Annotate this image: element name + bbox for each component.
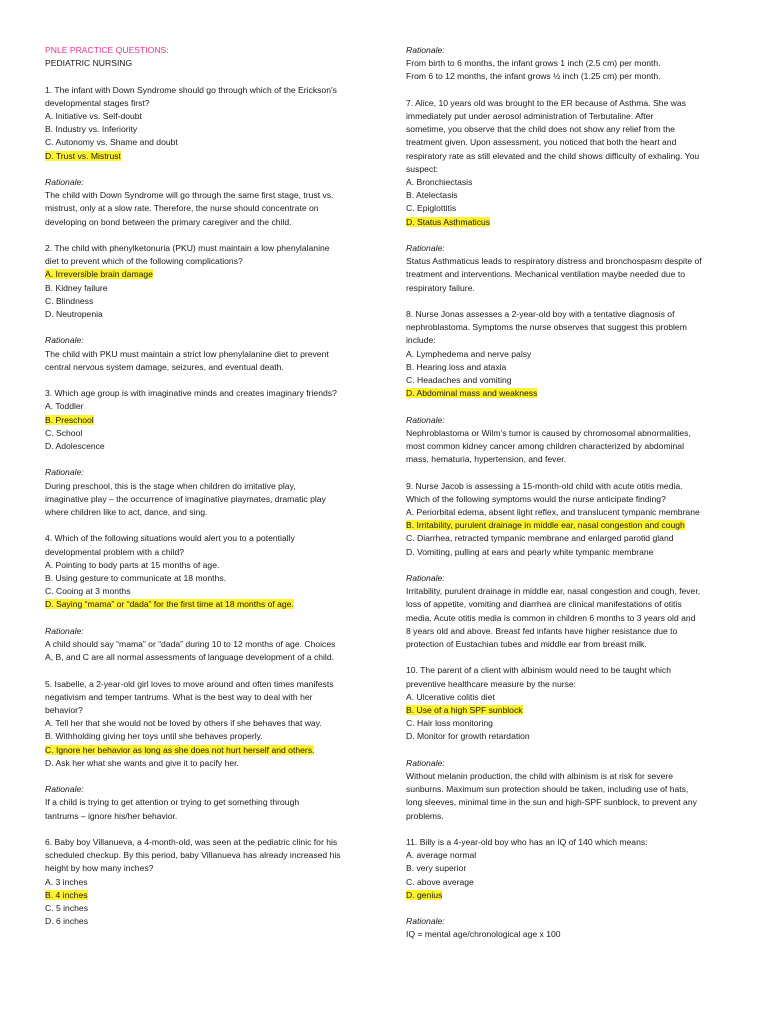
answer-option: C. Diarrhea, retracted tympanic membrane and enlarged parotid gland [406, 533, 674, 544]
question-text: preventive healthcare measure by the nurse: [406, 678, 577, 689]
rationale-block [406, 757, 728, 823]
question-text: 8. Nurse Jonas assesses a 2-year-old boy with a tentative diagnosis of [406, 309, 675, 320]
rationale-block [45, 783, 370, 823]
rationale-text: Irritability, purulent drainage in middle ear, nasal congestion and cough, fever, [406, 586, 701, 597]
answer-option: A. Toddler [45, 401, 84, 412]
question-block [406, 308, 728, 400]
answer-option: D. Vomiting, pulling at ears and pearly white tympanic membrane [406, 546, 654, 557]
question-block [406, 97, 728, 229]
answer-option: C. Autonomy vs. Shame and doubt [45, 137, 178, 148]
question-text: 6. Baby boy Villanueva, a 4-month-old, was seen at the pediatric clinic for his [45, 837, 338, 848]
question-block [406, 836, 728, 902]
question-text: sometime, you observe that the child does not show any relief from the [406, 124, 675, 135]
rationale-text: Without melanin production, the child with albinism is at risk for severe [406, 771, 673, 782]
answer-option: C. Blindness [45, 295, 94, 306]
answer-option: A. Initiative vs. Self-doubt [45, 111, 142, 121]
answer-option: D. Monitor for growth retardation [406, 731, 530, 742]
answer-option-highlighted: D. genius [406, 889, 443, 900]
answer-option-highlighted: D. Status Asthmaticus [406, 216, 491, 227]
rationale-block [406, 915, 728, 941]
answer-option: C. Hair loss monitoring [406, 718, 493, 729]
rationale-block [406, 44, 728, 84]
question-text: diet to prevent which of the following complications? [45, 256, 243, 267]
answer-option: B. Withholding giving her toys until she behaves properly. [45, 731, 263, 742]
rationale-text: media. Acute otitis media is common in children 6 months to 3 years old and [406, 612, 696, 623]
answer-option: D. Adolescence [45, 441, 105, 452]
question-text: immediately put under aerosol administration of Terbutaline. After [406, 111, 654, 121]
rationale-label: Rationale: [45, 467, 84, 478]
rationale-block [406, 242, 728, 295]
answer-option: C. 5 inches [45, 903, 88, 914]
rationale-text: most common kidney cancer among children characterized by abdominal [406, 441, 685, 452]
answer-option: C. Cooing at 3 months [45, 586, 131, 597]
answer-option-highlighted: D. Saying “mama” or “dada” for the first time at 18 months of age. [45, 599, 294, 610]
rationale-text: If a child is trying to get attention or trying to get something through [45, 797, 300, 808]
answer-option-highlighted: B. Preschool [45, 414, 94, 425]
answer-option: A. Periorbital edema, absent light reflex, and translucent tympanic membrane [406, 507, 700, 518]
question-block [406, 664, 728, 743]
answer-option-highlighted: C. Ignore her behavior as long as she does not hurt herself and others. [45, 744, 315, 755]
question-block [45, 242, 370, 321]
rationale-label: Rationale: [45, 625, 84, 636]
question-text: scheduled checkup. By this period, baby Villanueva has already increased his [45, 850, 341, 861]
question-block [45, 84, 370, 163]
question-text: 9. Nurse Jacob is assessing a 15-month-old child with acute otitis media. [406, 480, 683, 491]
question-text: suspect: [406, 163, 439, 174]
question-text: negativism and temper tantrums. What is the best way to deal with her [45, 691, 313, 702]
rationale-label: Rationale: [406, 916, 445, 927]
question-text: 10. The parent of a client with albinism would need to be taught which [406, 665, 671, 676]
rationale-text: imaginative play – the occurrence of imaginative playmates, dramatic play [45, 493, 326, 504]
question-block [45, 836, 370, 928]
rationale-text: mistrust, only at a slow rate. Therefore, the nurse should concentrate on [45, 203, 319, 214]
left-column [45, 44, 370, 928]
answer-option: B. Hearing loss and ataxia [406, 361, 507, 372]
answer-option: D. Neutropenia [45, 309, 103, 320]
answer-option: D. 6 inches [45, 916, 88, 927]
answer-option: C. Epiglottitis [406, 203, 457, 214]
rationale-text: problems. [406, 810, 444, 821]
rationale-text: Status Asthmaticus leads to respiratory distress and bronchospasm despite of [406, 256, 702, 267]
question-block [406, 480, 728, 559]
question-text: 4. Which of the following situations would alert you to a potentially [45, 533, 295, 544]
answer-option-highlighted: D. Trust vs. Mistrust [45, 150, 121, 161]
rationale-text: developing on bond between the primary caregiver and the child. [45, 216, 292, 227]
question-text: 5. Isabelle, a 2-year-old girl loves to move around and often times manifests [45, 678, 334, 689]
answer-option-highlighted: B. 4 inches [45, 889, 88, 900]
answer-option: B. Industry vs. Inferiority [45, 124, 138, 135]
answer-option: A. Bronchiectasis [406, 177, 473, 188]
left-column-body [45, 84, 370, 929]
document-subtitle: PEDIATRIC NURSING [45, 58, 133, 69]
question-text: treatment given. Upon assessment, you noticed that both the heart and [406, 137, 677, 148]
rationale-text: From birth to 6 months, the infant grows 1 inch (2.5 cm) per month. [406, 58, 661, 69]
question-text: 11. Billy is a 4-year-old boy who has an IQ of 140 which means: [406, 837, 648, 848]
answer-option-highlighted: D. Abdominal mass and weakness [406, 388, 538, 399]
answer-option: B. very superior [406, 863, 467, 874]
question-block [45, 387, 370, 453]
rationale-label: Rationale: [406, 414, 445, 425]
answer-option: A. Ulcerative colitis diet [406, 691, 495, 702]
answer-option: A. Tell her that she would not be loved by others if she behaves that way. [45, 718, 322, 729]
rationale-block [406, 572, 728, 651]
rationale-text: central nervous system damage, seizures, and eventual death. [45, 361, 284, 372]
rationale-text: sunburns. Maximum sun protection should be taken, including use of hats, [406, 784, 689, 795]
rationale-text: During preschool, this is the stage when children do imitative play, [45, 480, 296, 491]
rationale-block [45, 466, 370, 519]
question-text: Which of the following symptoms would the nurse anticipate finding? [406, 493, 666, 504]
rationale-block [45, 176, 370, 229]
question-text: developmental stages first? [45, 97, 150, 108]
answer-option-highlighted: A. Irreversible brain damage [45, 269, 153, 280]
rationale-text: tantrums – ignore his/her behavior. [45, 810, 178, 821]
rationale-label: Rationale: [45, 335, 84, 346]
question-text: 7. Alice, 10 years old was brought to the ER because of Asthma. She was [406, 97, 686, 108]
rationale-label: Rationale: [45, 784, 84, 795]
rationale-text: 8 years old and above. Breast fed infants have higher resistance due to [406, 625, 678, 636]
answer-option-highlighted: B. Use of a high SPF sunblock [406, 705, 523, 716]
rationale-text: Nephroblastoma or Wilm's tumor is caused by chromosomal abnormalities, [406, 427, 691, 438]
rationale-label: Rationale: [406, 573, 445, 584]
question-text: 1. The infant with Down Syndrome should go through which of the Erickson's [45, 84, 337, 95]
question-text: 3. Which age group is with imaginative minds and creates imaginary friends? [45, 388, 337, 399]
rationale-label: Rationale: [406, 757, 445, 768]
question-text: developmental problem with a child? [45, 546, 185, 557]
answer-option: A. average normal [406, 850, 477, 861]
answer-option: C. School [45, 427, 83, 438]
question-text: height by how many inches? [45, 863, 154, 874]
rationale-text: long sleeves, minimal time in the sun and high-SPF sunblock, to prevent any [406, 797, 697, 808]
question-text: respiratory rate as still elevated and the child shows difficulty of exhaling. You [406, 150, 700, 161]
rationale-text: IQ = mental age/chronological age x 100 [406, 929, 561, 940]
answer-option: A. Lymphedema and nerve palsy [406, 348, 532, 359]
answer-option: A. Pointing to body parts at 15 months of age. [45, 559, 220, 570]
rationale-text: protection of Eustachian tubes and middle ear from breast milk. [406, 639, 647, 650]
document-title: PNLE PRACTICE QUESTIONS: [45, 45, 169, 55]
rationale-text: where children like to act, dance, and sing. [45, 507, 208, 518]
rationale-block [45, 625, 370, 665]
rationale-text: loss of appetite, vomiting and diarrhea are clinical manifestations of otitis [406, 599, 682, 610]
question-text: nephroblastoma. Symptoms the nurse observes that suggest this problem [406, 322, 687, 333]
answer-option: D. Ask her what she wants and give it to pacify her. [45, 757, 239, 768]
rationale-block [406, 414, 728, 467]
rationale-text: A, B, and C are all normal assessments of language development of a child. [45, 652, 335, 663]
rationale-text: treatment and interventions. Mechanical ventilation maybe needed due to [406, 269, 685, 280]
rationale-text: respiratory failure. [406, 282, 475, 293]
rationale-label: Rationale: [406, 243, 445, 254]
question-text: 2. The child with phenylketonuria (PKU) must maintain a low phenylalanine [45, 243, 330, 253]
rationale-text: The child with Down Syndrome will go through the same first stage, trust vs. [45, 190, 334, 201]
question-block [45, 532, 370, 611]
rationale-label: Rationale: [45, 177, 84, 187]
rationale-block [45, 334, 370, 374]
right-column [406, 44, 728, 942]
rationale-text: A child should say “mama” or “dada” during 10 to 12 months of age. Choices [45, 639, 336, 650]
question-text: include: [406, 335, 436, 346]
rationale-text: The child with PKU must maintain a strict low phenylalanine diet to prevent [45, 348, 329, 359]
question-block [45, 678, 370, 770]
right-column-body [406, 44, 728, 942]
answer-option: B. Using gesture to communicate at 18 months. [45, 573, 227, 584]
answer-option: C. above average [406, 876, 474, 887]
answer-option: C. Headaches and vomiting [406, 375, 512, 386]
rationale-text: mass, hematuria, hypertension, and fever. [406, 454, 567, 465]
rationale-text: From 6 to 12 months, the infant grows ½ inch (1.25 cm) per month. [406, 71, 661, 82]
answer-option-highlighted: B. Irritability, purulent drainage in middle ear, nasal congestion and cough [406, 520, 685, 531]
answer-option: B. Kidney failure [45, 282, 108, 293]
answer-option: B. Atelectasis [406, 190, 458, 201]
answer-option: A. 3 inches [45, 876, 88, 887]
question-text: behavior? [45, 705, 83, 716]
rationale-label: Rationale: [406, 45, 445, 55]
